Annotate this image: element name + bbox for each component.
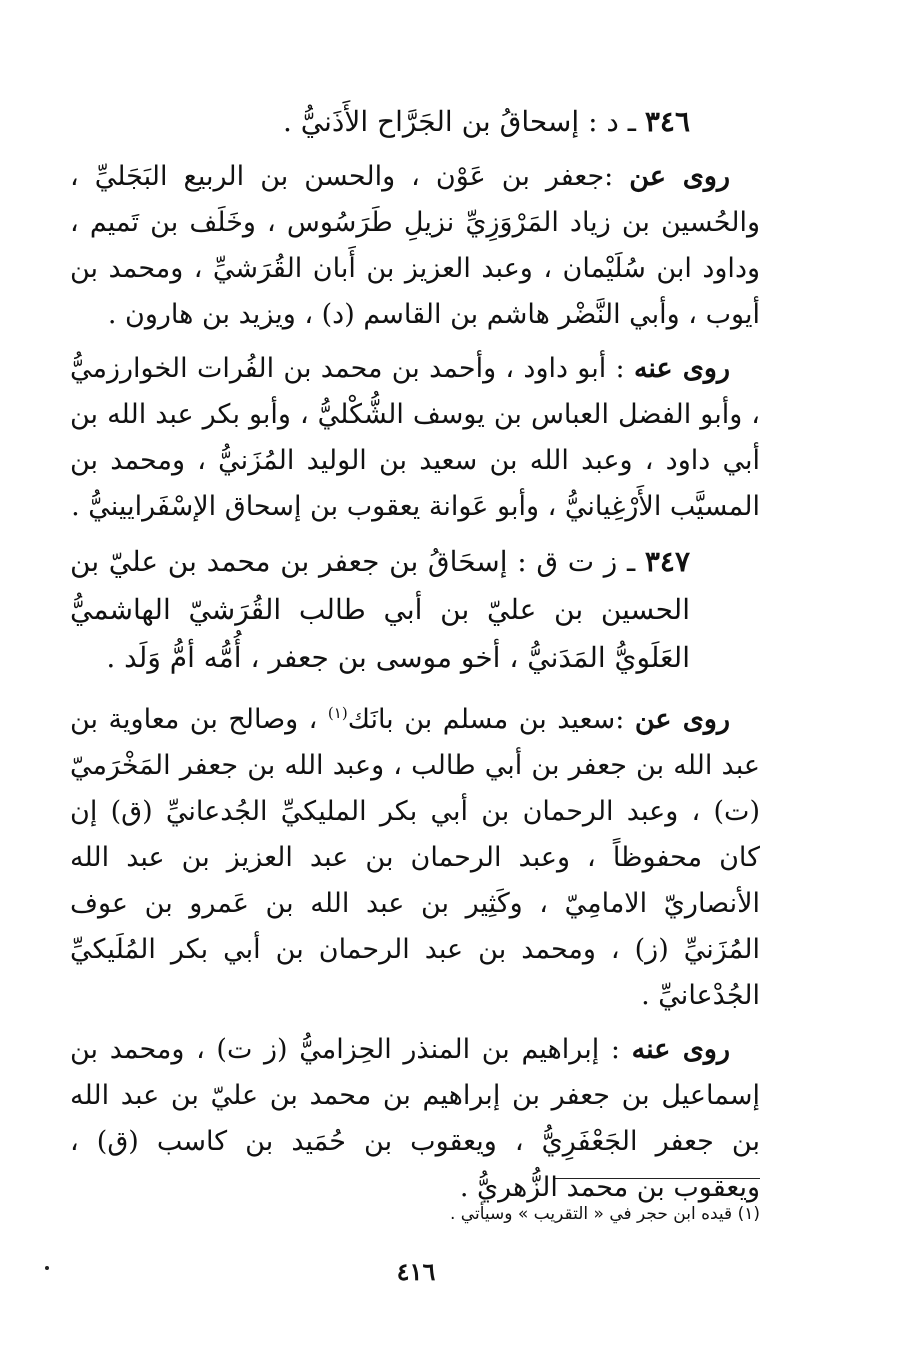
narrated-by-label: روى عنه <box>631 1034 730 1065</box>
entry-347-heading <box>70 538 760 682</box>
entry-346-title: ـ د : إسحاقُ بن الجَرَّاح الأَذَنيُّ . <box>282 105 645 138</box>
entry-347-narrated-from <box>70 690 760 1019</box>
footnote-marker: (١) <box>327 704 348 722</box>
narrated-from-label: روى عن <box>634 704 730 735</box>
page-number: ٤١٦ <box>396 1257 436 1286</box>
narrated-by-text: : إبراهيم بن المنذر الحِزاميُّ (ز ت) ، ومحمد بن إسماعيل بن جعفر بن إبراهيم بن محمد بن عليّ بن عبد الله بن جعفر الجَعْفَرِيُّ ، ويعقوب بن حُمَيد بن كاسب (ق) ، ويعقوب بن محمد الزُّهريُّ . <box>70 1034 760 1203</box>
entry-347-title: ـ ز ت ق : إسحَاقُ بن جعفر بن محمد بن عليّ بن الحسين بن عليّ بن أبي طالب القُرَشيّ الهاشميُّ العَلَويُّ المَدَنيُّ ، أخو موسى بن جعفر ، أُمُّه أمُّ وَلَد . <box>70 545 690 674</box>
entry-346-heading <box>70 98 760 146</box>
footnote: (١) قيده ابن حجر في « التقريب » وسيأتي . <box>450 1204 760 1224</box>
narrated-from-text: :سعيد بن مسلم بن بانَك <box>347 704 635 735</box>
entry-347-number: ٣٤٧ <box>644 545 690 578</box>
footnote-divider <box>555 1178 760 1179</box>
narrated-by-label: روى عنه <box>633 353 730 384</box>
narrated-by-text: : أبو داود ، وأحمد بن محمد بن الفُرات الخوارزميُّ ، وأبو الفضل العباس بن يوسف الشُّكْليُّ ، وأبو بكر عبد الله بن أبي داود ، وعبد الله بن سعيد بن الوليد المُزَنيُّ ، ومحمد بن المسيَّب الأَرْغِيانيُّ ، وأبو عَوانة يعقوب بن إسحاق الإسْفَرايينيُّ . <box>70 353 760 522</box>
entry-346-narrated-by <box>70 346 760 530</box>
entry-347-narrated-by <box>70 1027 760 1211</box>
narrated-from-text: :جعفر بن عَوْن ، والحسن بن الربيع البَجَليِّ ، والحُسين بن زياد المَرْوَزِيِّ نزيلِ طَرَسُوس ، وخَلَف بن تَميم ، وداود ابن سُلَيْمان ، وعبد العزيز بن أَبان القُرَشيِّ ، ومحمد بن أيوب ، وأبي النَّضْر هاشم بن القاسم (د) ، ويزيد بن هارون . <box>70 161 760 330</box>
narrated-from-label: روى عن <box>629 161 730 192</box>
page-body <box>70 98 760 1219</box>
narrated-from-text-continued: ، وصالح بن معاوية بن عبد الله بن جعفر بن أبي طالب ، وعبد الله بن جعفر المَخْرَميّ (ت) ، وعبد الرحمان بن أبي بكر المليكيِّ الجُدعانيِّ (ق) إن كان محفوظاً ، وعبد الرحمان بن عبد العزيز بن عبد الله الأنصاريّ الامامِيّ ، وكَثِير بن عبد الله بن عَمرو بن عوف المُزَنيِّ (ز) ، ومحمد بن عبد الرحمان بن أبي بكر المُلَيكيِّ الجُدْعانيِّ . <box>70 704 760 1011</box>
entry-346-number: ٣٤٦ <box>644 105 690 138</box>
entry-346-narrated-from <box>70 154 760 338</box>
scan-speck <box>45 1266 49 1270</box>
